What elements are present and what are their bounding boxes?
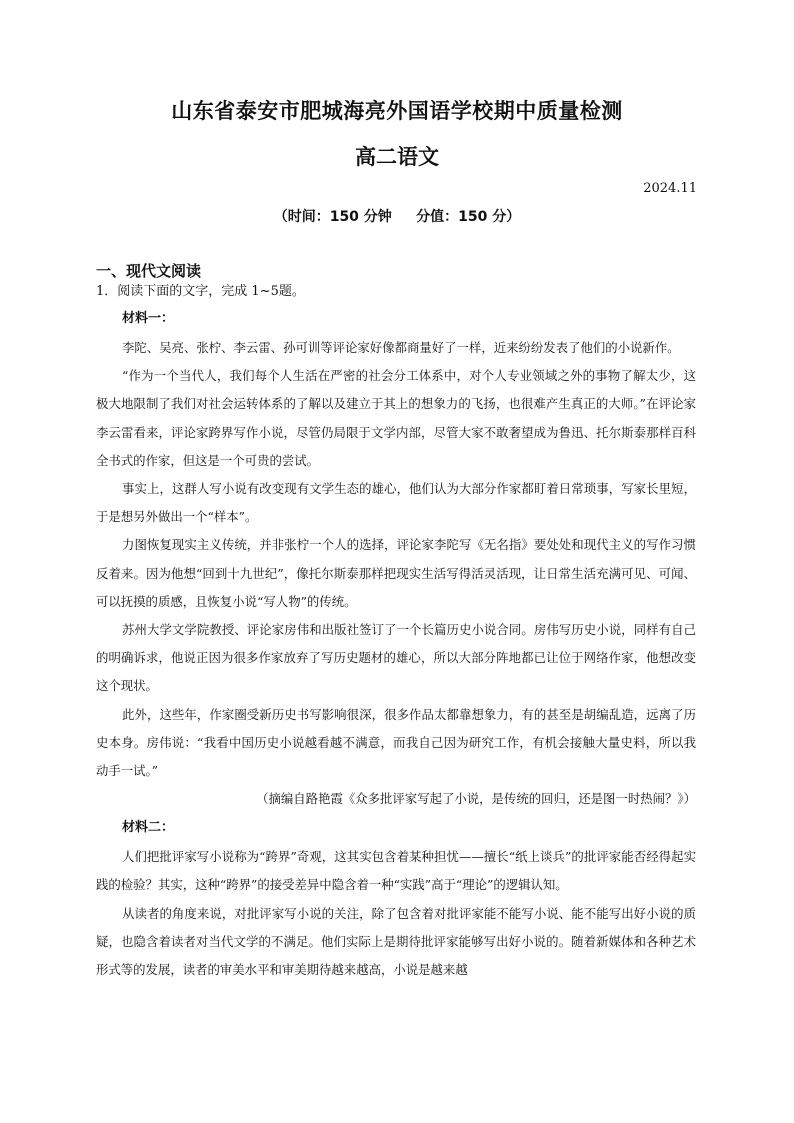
paragraph: 从读者的角度来说，对批评家写小说的关注，除了包含着对批评家能不能写小说、能不能写出好小说的质疑，也隐含着读者对当代文学的不满足。他们实际上是期待批评家能够写出好小说的。随着新媒体和各种艺术形式等的发展，读者的审美水平和审美期待越来越高，小说是越来越 — [96, 905, 696, 978]
section-heading: 一、现代文阅读 — [96, 262, 202, 280]
paragraph: 事实上，这群人写小说有改变现有文学生态的雄心，他们认为大部分作家都盯着日常琐事，写家长里短，于是想另外做出一个“样本”。 — [96, 481, 696, 525]
paragraph: 力图恢复现实主义传统，并非张柠一个人的选择，评论家李陀写《无名指》要处处和现代主义的写作习惯反着来。因为他想“回到十九世纪”，像托尔斯泰那样把现实生活写得活灵活现，让日常生活充满可见、可闻、可以抚摸的质感，且恢复小说“写人物”的传统。 — [96, 537, 696, 609]
document-title: 山东省泰安市肥城海亮外国语学校期中质量检测 — [171, 99, 623, 123]
document-body — [96, 258, 696, 984]
question-prompt: 1．阅读下面的文字，完成 1~5题。 — [96, 284, 305, 299]
material-label: 材料二： — [122, 820, 175, 836]
exam-date: 2024.11 — [643, 181, 697, 196]
paragraph: 人们把批评家写小说称为“跨界”奇观，这其实包含着某种担忧——擅长“纸上谈兵”的批评家能否经得起实践的检验？其实，这种“跨界”的接受差异中隐含着一种“实践”高于“理论”的逻辑认知。 — [96, 849, 696, 893]
time-score-info: （时间：150 分钟 分值：150 分） — [273, 209, 521, 225]
source-citation: （摘编自路艳霞《众多批评家写起了小说，是传统的回归，还是图一时热闹？》） — [256, 791, 696, 807]
material-label: 材料一： — [122, 311, 175, 326]
paragraph: “作为一个当代人，我们每个人生活在严密的社会分工体系中，对个人专业领域之外的事物了解太少，这极大地限制了我们对社会运转体系的了解以及建立于其上的想象力的飞扬，也很难产生真正的大师。”在评论家李云雷看来，评论家跨界写作小说，尽管仍局限于文学内部，尽管大家不敢奢望成为鲁迅、托尔斯泰那样百科全书式的作家，但这是一个可贵的尝试。 — [96, 368, 696, 468]
paragraph: 苏州大学文学院教授、评论家房伟和出版社签订了一个长篇历史小说合同。房伟写历史小说，同样有自己的明确诉求，他说正因为很多作家放弃了写历史题材的雄心，所以大部分阵地都已让位于网络作家，他想改变这个现状。 — [96, 622, 696, 694]
document-subtitle: 高二语文 — [355, 145, 439, 169]
paragraph: 此外，这些年，作家圈受新历史书写影响很深，很多作品太都靠想象力，有的甚至是胡编乱造，远离了历史本身。房伟说：“我看中国历史小说越看越不满意，而我自己因为研究工作，有机会接触大量史料，所以我动手一试。” — [96, 706, 696, 779]
paragraph: 李陀、吴亮、张柠、李云雷、孙可训等评论家好像都商量好了一样，近来纷纷发表了他们的小说新作。 — [122, 340, 680, 355]
